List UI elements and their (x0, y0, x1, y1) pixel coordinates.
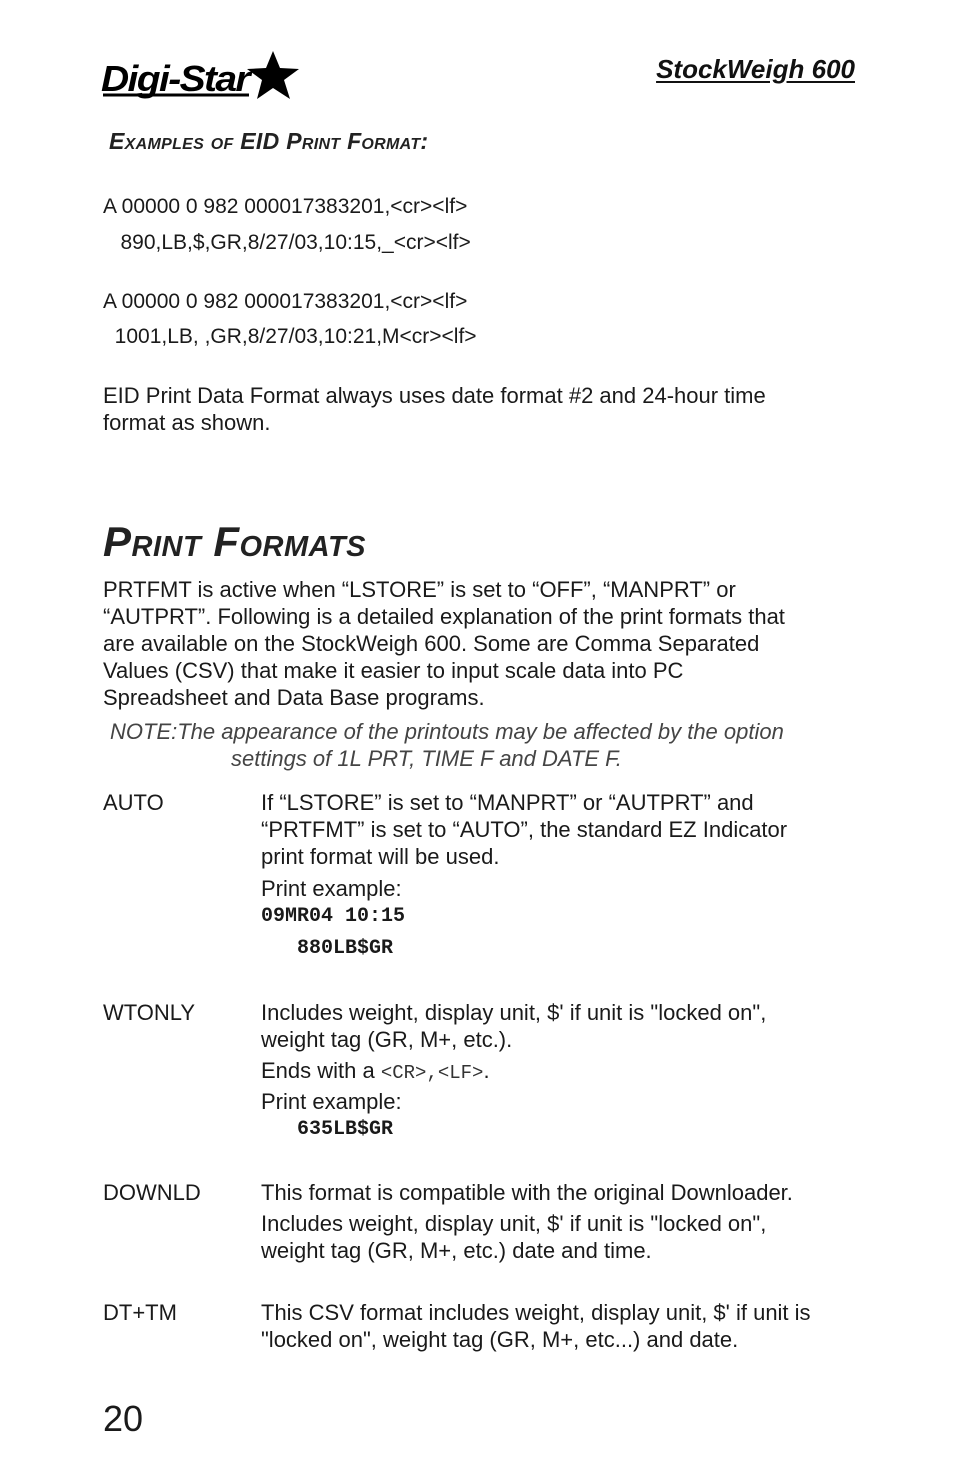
note-line: settings of 1L PRT, TIME F and DATE F. (231, 746, 622, 771)
print-formats-heading: Print Formats (103, 518, 366, 565)
note-line: NOTE:The appearance of the printouts may be affected by the option (110, 719, 784, 744)
format-desc-downld: This format is compatible with the original Downloader. (261, 1180, 793, 1205)
desc-line: "locked on", weight tag (GR, M+, etc...) and date. (261, 1327, 739, 1352)
eid-example-line: 890,LB,$,GR,8/27/03,10:15,_<cr><lf> (103, 231, 471, 254)
desc-line: weight tag (GR, M+, etc.). (261, 1027, 513, 1052)
appearance-note (110, 718, 850, 772)
format-term-downld: DOWNLD (103, 1180, 201, 1205)
intro-line: “AUTPRT”. Following is a detailed explanation of the print formats that (103, 604, 785, 629)
desc-line: Includes weight, display unit, $' if unit is "locked on", (261, 1000, 767, 1025)
desc-line: print format will be used. (261, 844, 500, 869)
format-term-auto: AUTO (103, 790, 164, 815)
format-desc-dttm (261, 1299, 861, 1353)
intro-line: PRTFMT is active when “LSTORE” is set to “OFF”, “MANPRT” or (103, 577, 736, 602)
ends-with-suffix: . (483, 1058, 490, 1083)
ends-with-code: <CR>,<LF> (380, 1062, 484, 1084)
ends-with-line (261, 1057, 861, 1087)
intro-line: Values (CSV) that make it easier to input scale data into PC (103, 658, 684, 683)
intro-line: Spreadsheet and Data Base programs. (103, 685, 485, 710)
star-icon (247, 51, 299, 99)
desc-line: Includes weight, display unit, $' if unit is "locked on", (261, 1211, 767, 1236)
print-example-label: Print example: (261, 1089, 402, 1114)
digi-star-logo (101, 50, 301, 102)
print-example-code: 09MR04 10:15 (261, 905, 406, 928)
format-desc-wtonly (261, 999, 861, 1053)
print-example-label: Print example: (261, 876, 402, 901)
format-desc-downld-detail (261, 1210, 861, 1264)
eid-example-line: 1001,LB, ,GR,8/27/03,10:21,M<cr><lf> (103, 325, 477, 348)
page-number: 20 (103, 1398, 144, 1439)
product-title: StockWeigh 600 (656, 54, 855, 84)
intro-line: are available on the StockWeigh 600. Some are Comma Separated (103, 631, 760, 656)
format-term-dttm: DT+TM (103, 1300, 177, 1325)
eid-example-line: A 00000 0 982 000017383201,<cr><lf> (103, 290, 468, 313)
ends-with-prefix: Ends with a (261, 1058, 381, 1083)
desc-line: “PRTFMT” is set to “AUTO”, the standard EZ Indicator (261, 817, 788, 842)
eid-format-note-line: format as shown. (103, 410, 271, 435)
format-term-wtonly: WTONLY (103, 1000, 196, 1025)
desc-line: If “LSTORE” is set to “MANPRT” or “AUTPRT” and (261, 790, 754, 815)
eid-format-note-line: EID Print Data Format always uses date format #2 and 24-hour time (103, 383, 766, 408)
eid-format-note (103, 382, 863, 436)
print-formats-intro (103, 576, 863, 711)
print-example-code: 635LB$GR (261, 1118, 394, 1141)
desc-line: weight tag (GR, M+, etc.) date and time. (261, 1238, 652, 1263)
svg-text:Digi-Star: Digi-Star (101, 58, 253, 99)
format-desc-auto (261, 789, 861, 870)
print-example-code: 880LB$GR (261, 937, 394, 960)
examples-heading: Examples of EID Print Format: (109, 128, 429, 154)
eid-example-line: A 00000 0 982 000017383201,<cr><lf> (103, 195, 468, 218)
desc-line: This CSV format includes weight, display unit, $' if unit is (261, 1300, 811, 1325)
